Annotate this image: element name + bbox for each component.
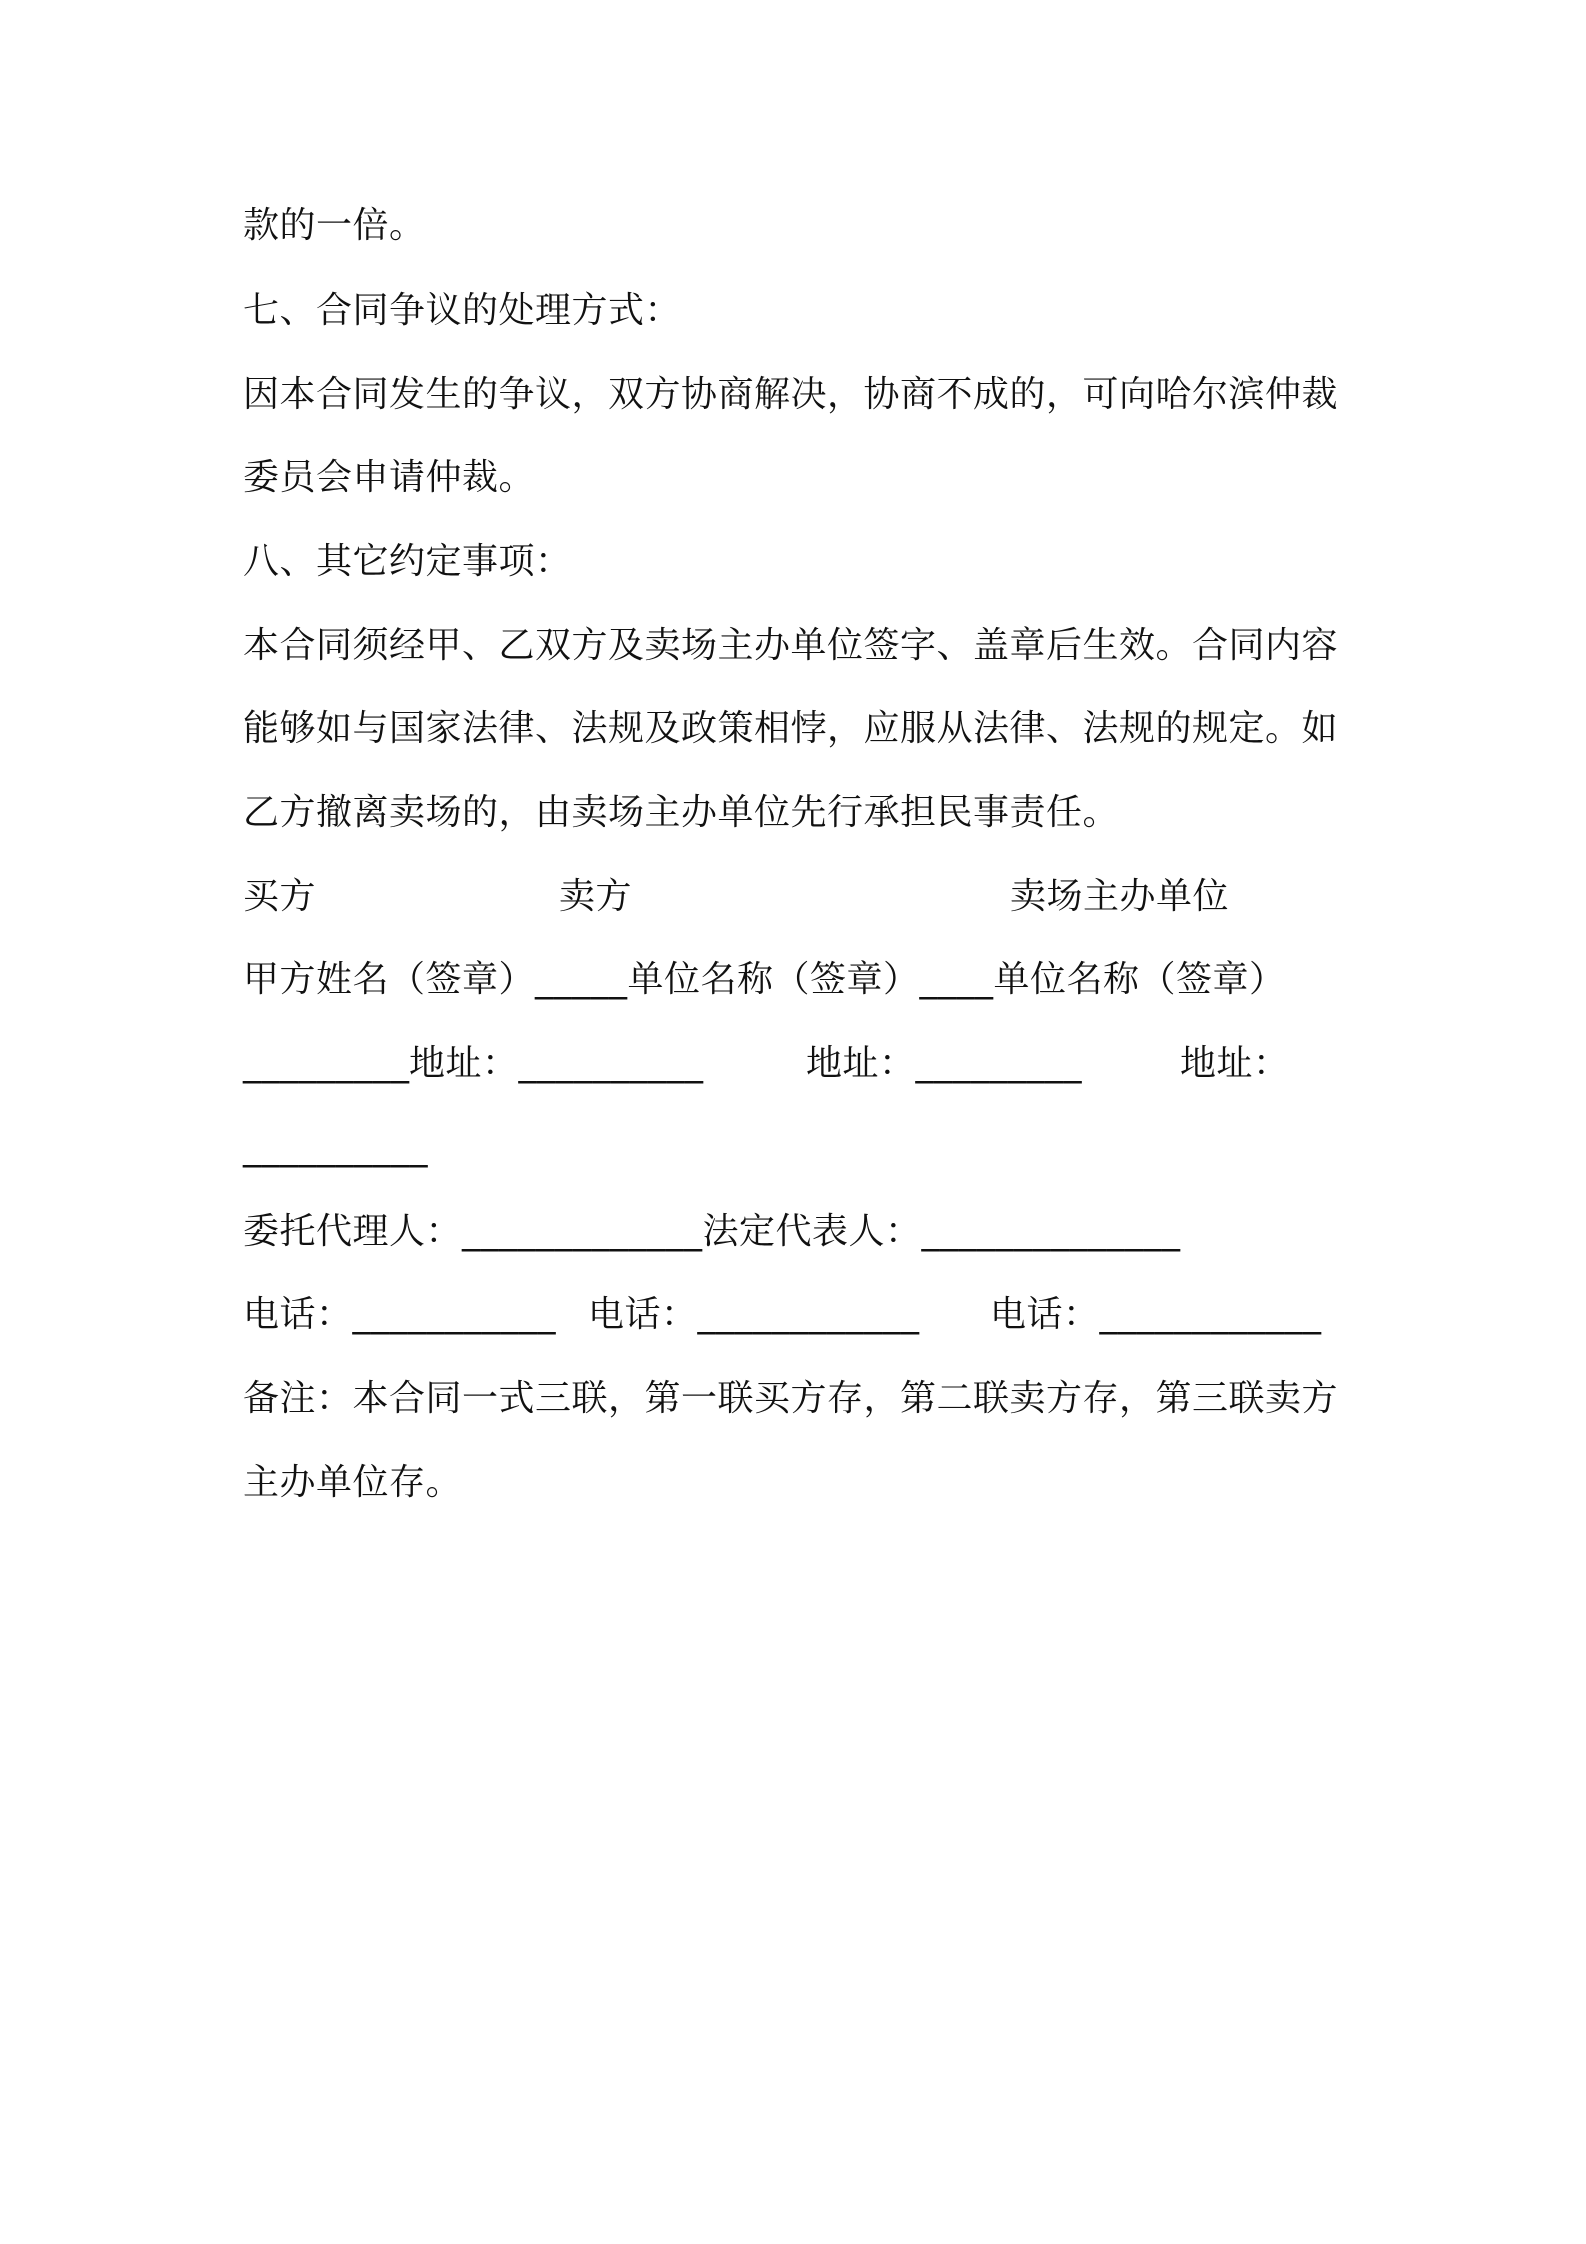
body-line-1: 款的一倍。 [243, 205, 426, 246]
body-line-7: 能够如与国家法律、法规及政策相悖，应服从法律、法规的规定。如 [243, 708, 1339, 749]
remarks-line-1: 备注：本合同一式三联，第一联买方存，第二联卖方存，第三联卖方 [243, 1378, 1339, 1419]
address-field-3: 地址： [1180, 1043, 1290, 1084]
body-line-8: 乙方撤离卖场的，由卖场主办单位先行承担民事责任。 [243, 792, 1120, 833]
section-heading-7: 七、合同争议的处理方式： [243, 290, 682, 331]
address-lead-blank: _________ [243, 1043, 410, 1084]
body-line-4: 委员会申请仲裁。 [243, 457, 536, 498]
phone-field-3: 电话：____________ [990, 1294, 1322, 1335]
body-line-6: 本合同须经甲、乙双方及卖场主办单位签字、盖章后生效。合同内容 [243, 625, 1339, 666]
organizer-label: 卖场主办单位 [1010, 876, 1230, 917]
address-tail-blank: __________ [243, 1127, 428, 1168]
buyer-label: 买方 [243, 876, 317, 917]
remarks-line-2: 主办单位存。 [243, 1462, 463, 1503]
signature-names-row: 甲方姓名（签章）_____单位名称（签章）____单位名称（签章） [243, 959, 1286, 1000]
phone-field-1: 电话：___________ [243, 1294, 557, 1335]
phone-field-2: 电话：____________ [588, 1294, 920, 1335]
body-line-3: 因本合同发生的争议，双方协商解决，协商不成的，可向哈尔滨仲裁 [243, 374, 1339, 415]
seller-address-field: 地址：__________ [409, 1043, 704, 1084]
section-heading-8: 八、其它约定事项： [243, 541, 572, 582]
organizer-address-field: 地址：_________ [806, 1043, 1083, 1084]
seller-label: 卖方 [559, 876, 633, 917]
agent-representative-row: 委托代理人：_____________法定代表人：______________ [243, 1211, 1181, 1252]
